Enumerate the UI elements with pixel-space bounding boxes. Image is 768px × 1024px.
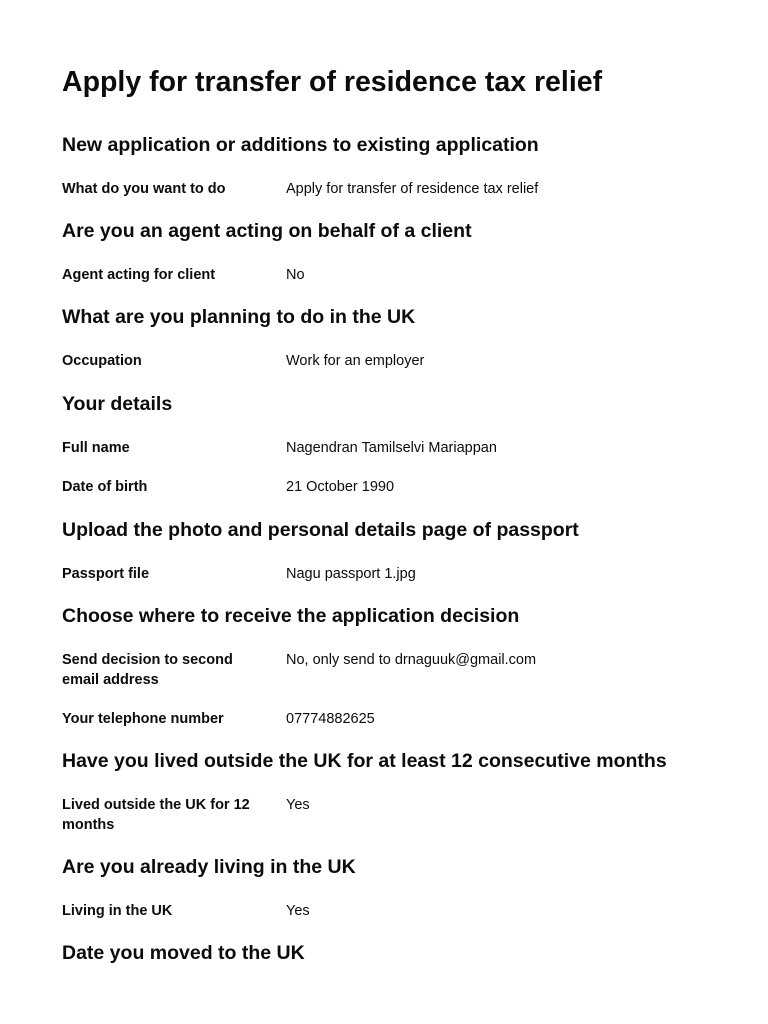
summary-key: Date of birth bbox=[62, 479, 148, 495]
summary-value: Yes bbox=[286, 797, 310, 813]
summary-key: Agent acting for client bbox=[62, 267, 216, 283]
summary-key: Occupation bbox=[62, 353, 142, 369]
section-heading-planning: What are you planning to do in the UK bbox=[62, 306, 416, 328]
summary-value: Nagendran Tamilselvi Mariappan bbox=[286, 440, 497, 456]
summary-value: Nagu passport 1.jpg bbox=[286, 566, 416, 582]
section-heading-application-decision: Choose where to receive the application decision bbox=[62, 605, 520, 627]
summary-value: 07774882625 bbox=[286, 711, 375, 727]
section-heading-new-application: New application or additions to existing application bbox=[62, 134, 539, 156]
summary-key: Lived outside the UK for 12 months bbox=[62, 797, 250, 833]
summary-value: Yes bbox=[286, 903, 310, 919]
section-heading-living-in-uk: Are you already living in the UK bbox=[62, 856, 356, 878]
summary-value: Work for an employer bbox=[286, 353, 425, 369]
summary-key: Your telephone number bbox=[62, 711, 224, 727]
summary-value: Apply for transfer of residence tax relief bbox=[286, 181, 539, 197]
summary-value: 21 October 1990 bbox=[286, 479, 395, 495]
summary-key: Send decision to second email address bbox=[62, 652, 233, 688]
page-title: Apply for transfer of residence tax relief bbox=[62, 66, 603, 98]
section-heading-date-moved-to-uk: Date you moved to the UK bbox=[62, 942, 305, 964]
summary-key: Passport file bbox=[62, 566, 150, 582]
summary-key: What do you want to do bbox=[62, 181, 226, 197]
summary-value: No bbox=[286, 267, 305, 283]
summary-value: No, only send to drnaguuk@gmail.com bbox=[286, 652, 537, 668]
summary-key: Living in the UK bbox=[62, 903, 173, 919]
section-heading-your-details: Your details bbox=[62, 393, 173, 415]
section-heading-lived-outside-uk: Have you lived outside the UK for at least 12 consecutive months bbox=[62, 750, 667, 772]
section-heading-upload-passport: Upload the photo and personal details page of passport bbox=[62, 519, 579, 541]
summary-key: Full name bbox=[62, 440, 130, 456]
section-heading-agent: Are you an agent acting on behalf of a client bbox=[62, 220, 472, 242]
